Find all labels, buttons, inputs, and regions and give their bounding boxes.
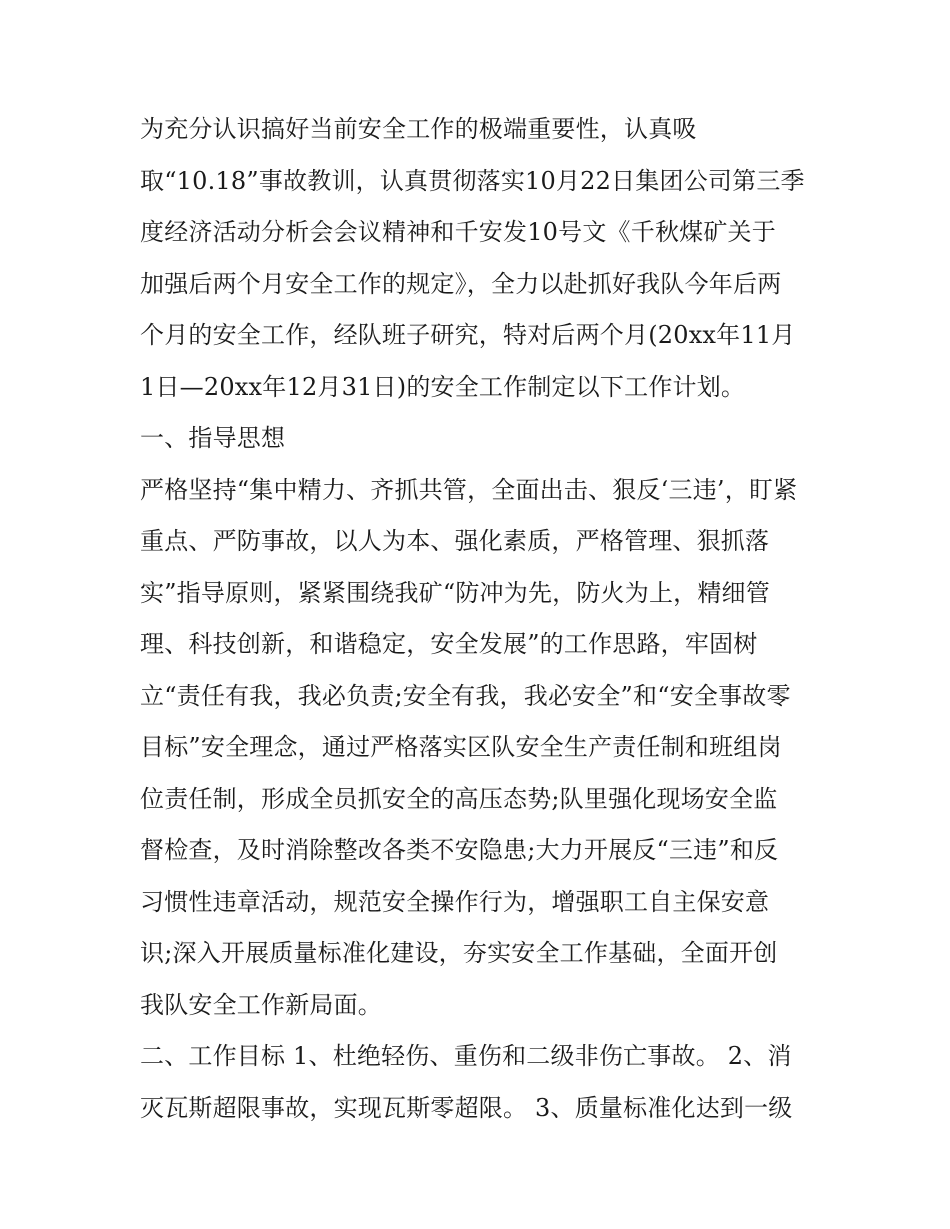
text-line: 个月的安全工作，经队班子研究，特对后两个月(20xx年11月 xyxy=(140,321,796,349)
text-line: 习惯性违章活动，规范安全操作行为，增强职工自主保安意 xyxy=(140,887,770,916)
text-line: 位责任制，形成全员抓安全的高压态势;队里强化现场安全监 xyxy=(140,784,778,813)
text-line: 督检查，及时消除整改各类不安隐患;大力开展反“三违”和反 xyxy=(140,836,779,864)
text-line: 目标”安全理念，通过严格落实区队安全生产责任制和班组岗 xyxy=(140,733,782,761)
text-line: 识;深入开展质量标准化建设，夯实安全工作基础，全面开创 xyxy=(140,939,778,967)
text-line: 实”指导原则，紧紧围绕我矿“防冲为先，防火为上，精细管 xyxy=(140,578,770,607)
text-line: 为充分认识搞好当前安全工作的极端重要性，认真吸 xyxy=(140,115,697,143)
text-line: 严格坚持“集中精力、齐抓共管，全面出击、狠反‘三违’，盯紧 xyxy=(140,475,798,504)
section-heading-work-goals: 二、工作目标 1、杜绝轻伤、重伤和二级非伤亡事故。 2、消 xyxy=(140,1042,792,1070)
text-line: 灭瓦斯超限事故，实现瓦斯零超限。 3、质量标准化达到一级 xyxy=(140,1093,793,1122)
section-heading-guiding-ideology: 一、指导思想 xyxy=(140,424,286,452)
text-line: 立“责任有我，我必负责;安全有我，我必安全”和“安全事故零 xyxy=(140,681,791,710)
text-line: 度经济活动分析会会议精神和千安发10号文《千秋煤矿关于 xyxy=(140,218,776,246)
text-line: 重点、严防事故，以人为本、强化素质，严格管理、狠抓落 xyxy=(140,527,770,555)
text-line: 取“10.18”事故教训，认真贯彻落实10月22日集团公司第三季 xyxy=(140,166,805,195)
text-line: 1日—20xx年12月31日)的安全工作制定以下工作计划。 xyxy=(140,372,746,401)
text-line: 我队安全工作新局面。 xyxy=(140,990,382,1019)
text-line: 理、科技创新，和谐稳定，安全发展”的工作思路，牢固树 xyxy=(140,630,758,658)
document-body xyxy=(140,104,820,1134)
text-line: 加强后两个月安全工作的规定》，全力以赴抓好我队今年后两 xyxy=(140,269,782,298)
